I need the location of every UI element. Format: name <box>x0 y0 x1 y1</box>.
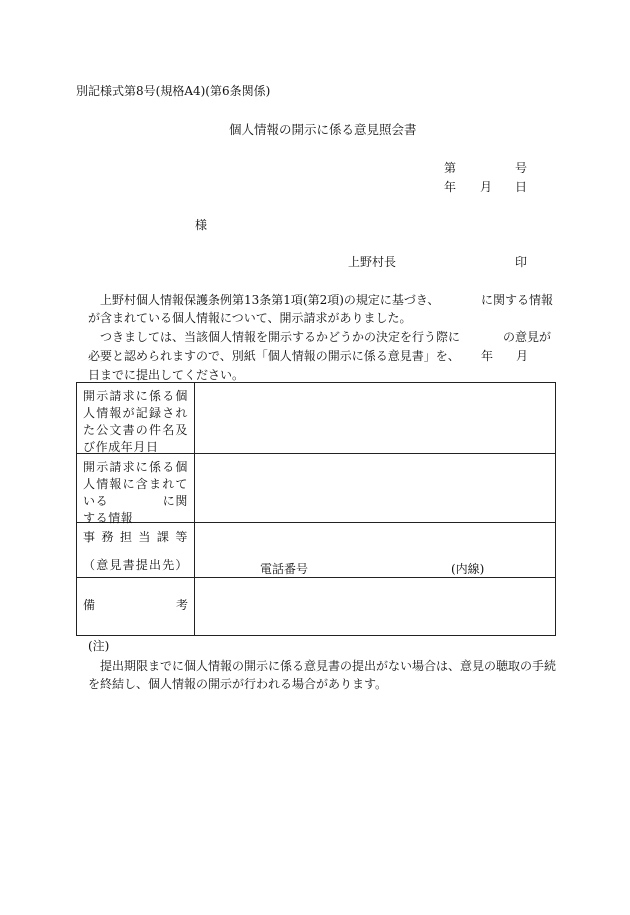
body-para1-line1-tail: に関する情報 <box>481 293 554 307</box>
phone-number-label: 電話番号 <box>260 562 309 576</box>
row4-label-cell <box>77 578 195 636</box>
date-year: 年 <box>444 180 457 194</box>
row2-value-cell[interactable] <box>195 454 556 523</box>
body-para2-line1-tail: の意見が <box>503 330 552 344</box>
remarks-label-b: 考 <box>175 598 188 612</box>
sender-name: 上野村長 <box>348 255 397 269</box>
info-table <box>76 382 556 636</box>
note-line1: 提出期限までに個人情報の開示に係る意見書の提出がない場合は、意見の聴取の手続 <box>100 659 557 673</box>
body-para2-line2: 必要と認められますので、別紙「個人情報の開示に係る意見書」を、 <box>88 349 460 363</box>
row3-value-cell[interactable] <box>195 523 556 578</box>
row2-label-line: 開示請求に係る個 <box>83 460 188 474</box>
row2-label-line: いる <box>83 494 109 508</box>
row3-label-bottom: （意見書提出先） <box>83 558 188 572</box>
doc-number-suffix: 号 <box>515 161 528 175</box>
body-para2-year: 年 <box>481 349 494 363</box>
document-title: 個人情報の開示に係る意見照会書 <box>229 122 417 137</box>
table-row <box>77 578 556 636</box>
extension-label: (内線) <box>451 562 485 576</box>
body-para2-month: 月 <box>516 349 529 363</box>
row1-label-line: た公文書の件名及 <box>83 423 188 437</box>
date-month: 月 <box>480 180 493 194</box>
row1-label-cell <box>77 383 195 454</box>
row1-label-line: 人情報が記録され <box>83 406 188 420</box>
body-para2-line1: つきましては、当該個人情報を開示するかどうかの決定を行う際に <box>100 330 461 344</box>
row3-label-cell <box>77 523 195 578</box>
doc-number-prefix: 第 <box>444 161 457 175</box>
remarks-label-a: 備 <box>83 598 96 612</box>
row1-value-cell[interactable] <box>195 383 556 454</box>
date-day: 日 <box>515 180 528 194</box>
seal-mark: 印 <box>515 255 528 269</box>
row2-label-line: する情報 <box>83 511 134 525</box>
form-number: 別記様式第8号(規格A4)(第6条関係) <box>76 84 271 98</box>
note-heading: (注) <box>88 639 110 653</box>
table-row <box>77 383 556 454</box>
table-row <box>77 454 556 523</box>
table-row <box>77 523 556 578</box>
row3-label-top: 事務担当課等 <box>83 530 188 544</box>
row4-value-cell[interactable] <box>195 578 556 636</box>
addressee-suffix: 様 <box>195 218 208 232</box>
row2-label-line: に関 <box>162 494 188 508</box>
body-para2-line3: 日までに提出してください。 <box>88 368 245 382</box>
note-line2: を終結し、個人情報の開示が行われる場合があります。 <box>88 677 388 691</box>
body-para1-line2: が含まれている個人情報について、開示請求がありました。 <box>88 311 412 325</box>
row1-label-line: 開示請求に係る個 <box>83 389 188 403</box>
row2-label-cell <box>77 454 195 523</box>
row2-label-line: 人情報に含まれて <box>83 477 188 491</box>
body-para1-line1: 上野村個人情報保護条例第13条第1項(第2項)の規定に基づき、 <box>100 293 440 307</box>
row1-label-line: び作成年月日 <box>83 440 159 454</box>
